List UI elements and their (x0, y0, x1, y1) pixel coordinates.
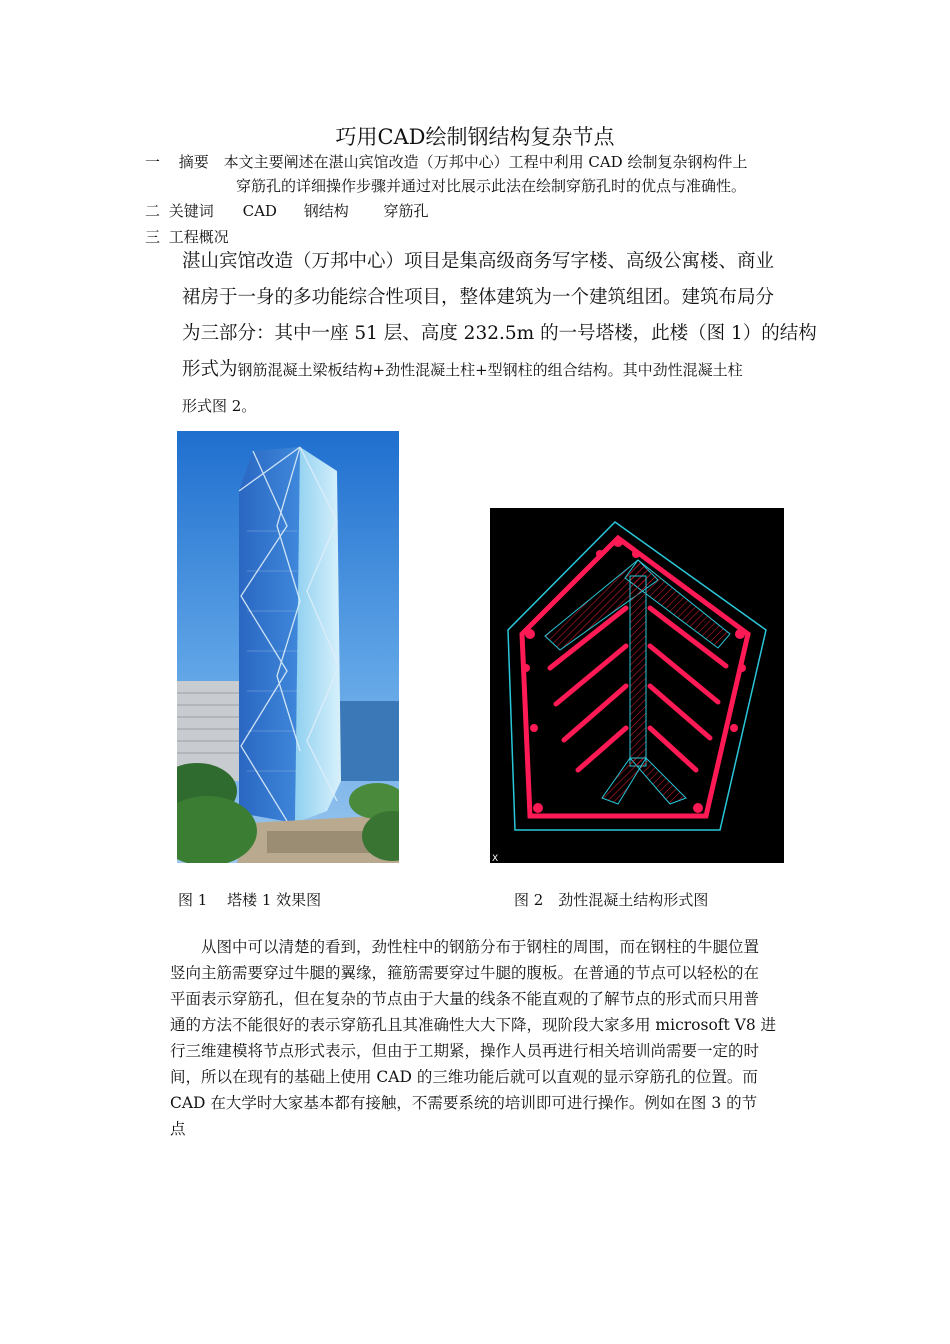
figure-2-caption: 图 2 劲性混凝土结构形式图 (514, 891, 709, 909)
cad-column-drawing (490, 508, 784, 863)
overview-paragraph (182, 244, 817, 424)
body-line: 从图中可以清楚的看到，劲性柱中的钢筋分布于钢柱的周围，而在钢柱的牛腿位置 (170, 938, 760, 956)
keyword-item: 钢结构 (303, 202, 349, 220)
abstract-text-2: 穿筋孔的详细操作步骤并通过对比展示此法在绘制穿筋孔时的优点与准确性。 (236, 177, 747, 195)
abstract-label: 摘要 (178, 153, 209, 171)
overview-line-4-rest: 钢筋混凝土梁板结构+劲性混凝土柱+型钢柱的组合结构。其中劲性混凝土柱 (237, 361, 743, 379)
overview-line: 裙房于一身的多功能综合性项目，整体建筑为一个建筑组团。建筑布局分 (182, 287, 775, 308)
abstract-text-1: 本文主要阐述在湛山宾馆改造（万邦中心）工程中利用 CAD 绘制复杂钢构件上 (223, 153, 748, 171)
keywords-line (145, 200, 429, 222)
body-line: 行三维建模将节点形式表示，但由于工期紧，操作人员再进行相关培训尚需要一定的时 (170, 1042, 760, 1060)
tower-rendering-image (177, 431, 399, 863)
abstract-line-1 (145, 151, 747, 173)
keyword-item: CAD (242, 202, 277, 220)
body-line: 通的方法不能很好的表示穿筋孔且其准确性大大下降，现阶段大家多用 microsoft V8 进 (170, 1016, 777, 1034)
overview-line: 湛山宾馆改造（万邦中心）项目是集高级商务写字楼、高级公寓楼、商业 (182, 251, 775, 272)
overview-line-4 (182, 352, 817, 388)
overview-label: 工程概况 (168, 228, 229, 246)
body-line: 点 (170, 1120, 186, 1138)
document-title: 巧用CAD绘制钢结构复杂节点 (335, 125, 615, 149)
keywords-number: 二 (145, 202, 161, 220)
keywords-label: 关键词 (168, 202, 214, 220)
abstract-number: 一 (145, 153, 161, 171)
overview-number: 三 (145, 228, 161, 246)
figure-1-caption: 图 1 塔楼 1 效果图 (178, 891, 322, 909)
body-line: 平面表示穿筋孔，但在复杂的节点由于大量的线条不能直观的了解节点的形式而只用普 (170, 990, 760, 1008)
keyword-item: 穿筋孔 (383, 202, 429, 220)
cad-axis-marker: X (492, 854, 499, 863)
body-line: 间，所以在现有的基础上使用 CAD 的三维功能后就可以直观的显示穿筋孔的位置。而 (170, 1068, 758, 1086)
body-line: 竖向主筋需要穿过牛腿的翼缘，箍筋需要穿过牛腿的腹板。在普通的节点可以轻松的在 (170, 964, 760, 982)
body-line: CAD 在大学时大家基本都有接触，不需要系统的培训即可进行操作。例如在图 3 的节 (170, 1094, 758, 1112)
body-paragraph (170, 934, 776, 1142)
overview-line-4-lead: 形式为 (182, 359, 238, 380)
overview-line: 为三部分：其中一座 51 层、高度 232.5m 的一号塔楼，此楼（图 1）的结构 (182, 323, 817, 344)
overview-line: 形式图 2。 (182, 397, 257, 415)
